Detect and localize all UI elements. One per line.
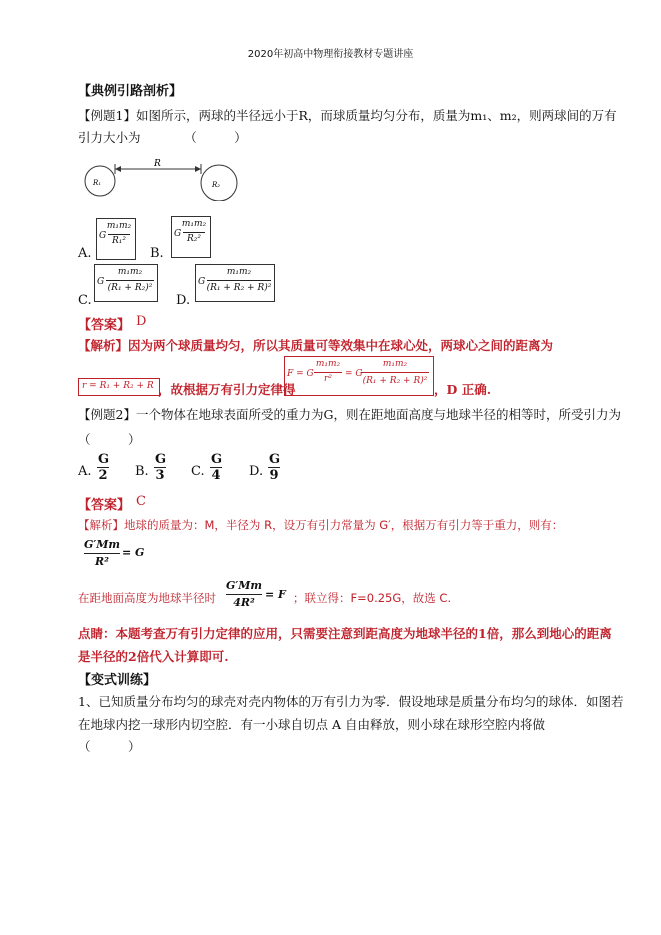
option-a-label: A. [78, 246, 92, 261]
option-b-formula [171, 216, 211, 258]
option-b-label: B. [150, 246, 164, 261]
option-c-formula [94, 264, 158, 302]
gravitation-bar2 [361, 372, 429, 373]
arrow-left [115, 166, 121, 172]
example1-answer: D [136, 314, 147, 329]
gravitation-bar1 [314, 372, 342, 373]
option-d-label: D. [176, 293, 191, 308]
section-title-examples: 【典例引路剖析】 [78, 84, 183, 99]
example2-answer-label: 【答案】 [78, 498, 131, 513]
example2-analysis-line3-post: ；联立得：F=0.25G，故选 C. [293, 591, 452, 605]
distance-formula: r = R₁ + R₂ + R [82, 381, 154, 391]
ex2-option-b-num: G [155, 452, 167, 467]
sphere-1-label: R₁ [93, 179, 102, 187]
example1-answer-label: 【答案】 [78, 318, 131, 333]
eq2-rhs: = F [265, 588, 286, 601]
example2-comment-line1: 点睛：本题考查万有引力定律的应用，只需要注意到距高度为地球半径的1倍，那么到地心的距离 [78, 626, 612, 641]
option-b-numerator: m₁m₂ [181, 219, 207, 229]
example1-analysis-mid: ，故根据万有引力定律得 [158, 382, 296, 397]
eq1-fraction-bar [84, 553, 120, 554]
two-spheres-diagram [82, 155, 242, 201]
ex2-option-c-label: C. [191, 464, 205, 479]
ex2-option-b-fraction [154, 452, 166, 483]
ex2-option-c-fraction [210, 452, 222, 483]
option-c-fraction-bar [106, 280, 154, 281]
practice-q1-line2: 在地球内挖一球形内切空腔．有一小球自切点 A 自由释放，则小球在球形空腔内将做 [78, 717, 545, 732]
option-c-denominator: (R₁ + R₂)² [107, 283, 153, 293]
eq2-denominator: 4R² [233, 596, 255, 609]
example1-analysis-end: ，D 正确. [434, 382, 492, 397]
gravitation-den1: r² [324, 374, 332, 384]
gravitation-num1: m₁m₂ [315, 359, 341, 369]
option-b-fraction-bar [183, 232, 205, 233]
practice-q1-line1: 1、已知质量分布均匀的球壳对壳内物体的万有引力为零．假设地球是质量分布均匀的球体．如图若 [78, 694, 624, 709]
eq1-rhs: = G [122, 546, 145, 559]
ex2-option-d-fraction [268, 452, 280, 483]
example2-comment-line2: 是半径的2倍代入计算即可. [78, 649, 229, 664]
option-d-fraction-bar [207, 280, 271, 281]
option-a-numerator: m₁m₂ [106, 221, 132, 231]
ex2-option-a-num: G [98, 452, 110, 467]
option-d-formula [195, 264, 275, 302]
option-d-denominator: (R₁ + R₂ + R)² [206, 283, 272, 293]
option-a-fraction-bar [108, 234, 130, 235]
ex2-option-a-fraction [97, 452, 109, 483]
gravitation-eq: = G [345, 369, 363, 379]
ex2-option-d-label: D. [249, 464, 264, 479]
example2-analysis-line3-pre: 在距地面高度为地球半径时 [78, 591, 216, 605]
eq2-numerator: G′Mm [225, 579, 263, 592]
distance-label: R [154, 159, 161, 169]
section-title-practice: 【变式训练】 [78, 673, 157, 688]
gravitation-num2: m₁m₂ [382, 359, 408, 369]
example2-question-line2: （ ） [78, 432, 141, 447]
option-b-g: G [174, 229, 182, 239]
eq2-fraction-bar [226, 594, 262, 595]
ex2-option-b-den: 3 [155, 468, 165, 483]
arrow-right [195, 166, 201, 172]
option-c-label: C. [78, 293, 92, 308]
option-d-g: G [198, 277, 206, 287]
ex2-option-d-den: 9 [269, 468, 279, 483]
ex2-option-c-num: G [211, 452, 223, 467]
distance-formula-box [78, 378, 160, 396]
eq1-denominator: R² [95, 555, 109, 568]
example1-question-line1: 【例题1】如图所示，两球的半径远小于R，而球质量均匀分布，质量为m₁、m₂，则两球间的万有 [78, 108, 617, 123]
option-b-denominator: R₂² [187, 234, 201, 244]
option-c-numerator: m₁m₂ [117, 267, 143, 277]
example2-answer: C [136, 494, 146, 509]
example1-question-line2: 引力大小为 （ ） [78, 130, 247, 145]
eq1-numerator: G′Mm [83, 538, 121, 551]
practice-q1-line3: （ ） [78, 739, 141, 754]
option-c-g: G [97, 277, 105, 287]
page-header: 2020年初高中物理衔接教材专题讲座 [247, 49, 414, 60]
gravitation-formula-box [284, 356, 434, 396]
example2-question-line1: 【例题2】一个物体在地球表面所受的重力为G，则在距地面高度与地球半径的相等时，所受引力为 [78, 407, 621, 422]
ex2-option-c-den: 4 [211, 468, 221, 483]
ex2-option-a-label: A. [78, 464, 92, 479]
option-a-formula [96, 218, 136, 260]
option-a-g: G [99, 231, 107, 241]
ex2-option-a-den: 2 [98, 468, 108, 483]
gravitation-den2: (R₁ + R₂ + R)² [362, 376, 428, 386]
sphere-2-label: R₂ [212, 181, 221, 189]
gravitation-formula-f: F = G [287, 369, 314, 379]
example2-analysis-line1: 【解析】地球的质量为：M，半径为 R，设万有引力常量为 G′，根据万有引力等于重力，则有： [78, 518, 564, 532]
option-d-numerator: m₁m₂ [226, 267, 252, 277]
example1-analysis-line1: 【解析】因为两个球质量均匀，所以其质量可等效集中在球心处，两球心之间的距离为 [78, 338, 554, 353]
option-a-denominator: R₁² [112, 236, 126, 246]
ex2-option-b-label: B. [135, 464, 149, 479]
ex2-option-d-num: G [269, 452, 281, 467]
